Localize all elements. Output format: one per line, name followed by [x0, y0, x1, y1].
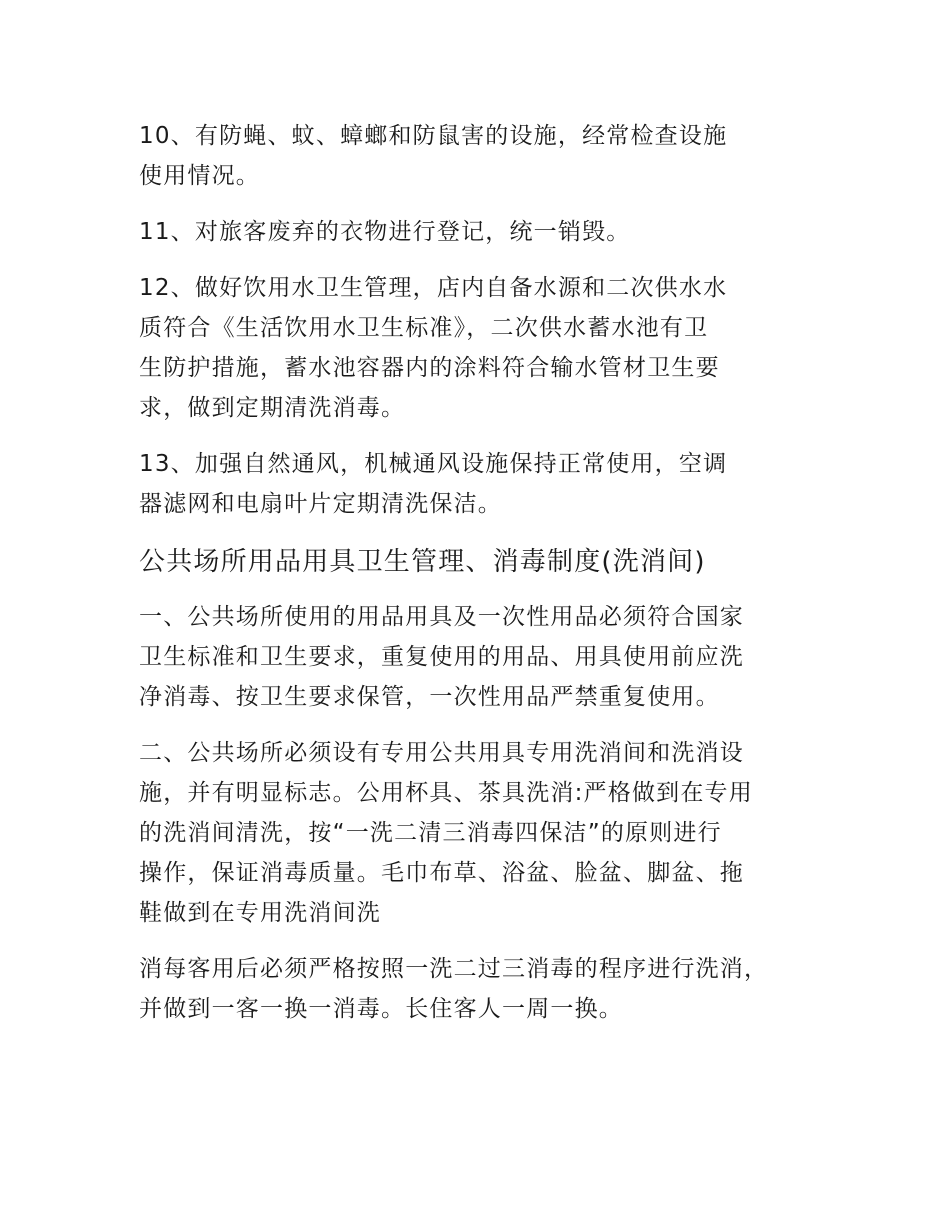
- section-heading: 公共场所用品用具卫生管理、消毒制度(洗消间): [139, 547, 706, 577]
- paragraph-item-11: 11、对旅客废弃的衣物进行登记，统一销毁。: [139, 219, 631, 245]
- document-page: [139, 116, 819, 1045]
- paragraph-rule-1: 一、公共场所使用的用品用具及一次性用品必须符合国家 卫生标准和卫生要求，重复使用的用品、用具使用前应洗 净消毒、按卫生要求保管，一次性用品严禁重复使用。: [139, 604, 744, 710]
- paragraph-item-12: 12、做好饮用水卫生管理，店内自备水源和二次供水水 质符合《生活饮用水卫生标准》，二次供水蓄水池有卫 生防护措施，蓄水池容器内的涂料符合输水管材卫生要 求，做到定期清洗消毒。: [139, 275, 728, 421]
- paragraph-item-10: 10、有防蝇、蚊、蟑螂和防鼠害的设施，经常检查设施 使用情况。: [139, 123, 728, 189]
- paragraph-rule-2-continued: 消每客用后必须严格按照一洗二过三消毒的程序进行洗消， 并做到一客一换一消毒。长住客人一周一换。: [139, 956, 769, 1022]
- paragraph-item-13: 13、加强自然通风，机械通风设施保持正常使用，空调 器滤网和电扇叶片定期清洗保洁。: [139, 451, 728, 517]
- paragraph-rule-2: 二、公共场所必须设有专用公共用具专用洗消间和洗消设 施，并有明显标志。公用杯具、茶具洗消:严格做到在专用 的洗消间清洗，按“一洗二清三消毒四保洁”的原则进行 操作，保证消毒质量。毛巾布草、浴盆、脸盆、脚盆、拖 鞋做到在专用洗消间洗: [139, 740, 753, 926]
